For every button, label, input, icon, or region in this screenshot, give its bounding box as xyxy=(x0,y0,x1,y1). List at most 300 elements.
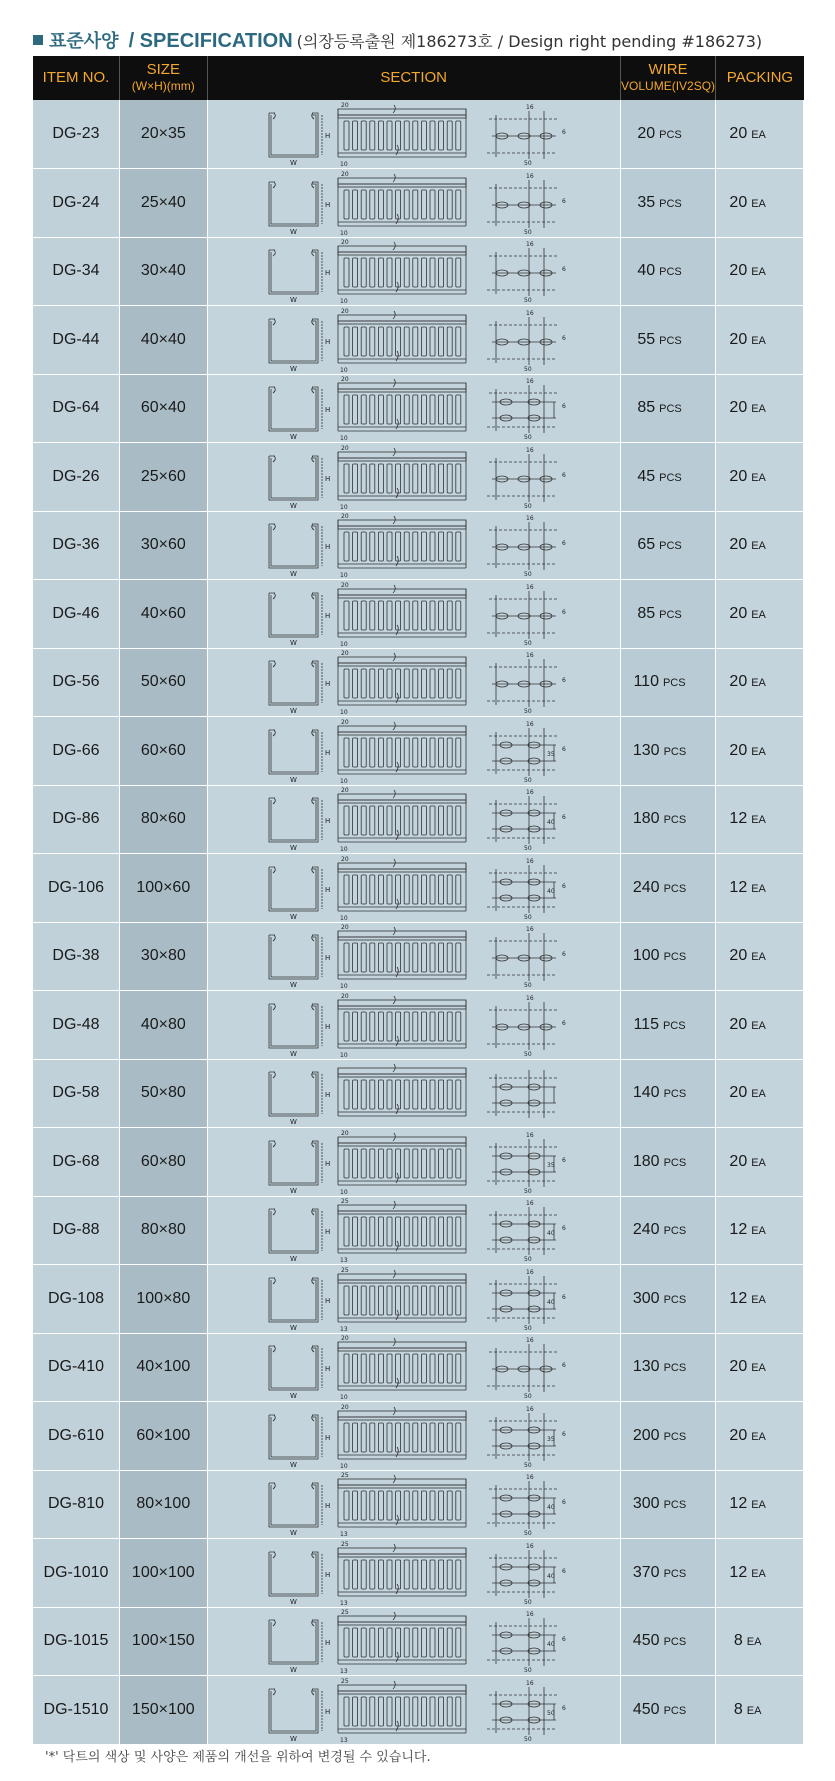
wire-value: 240 xyxy=(632,1221,660,1239)
size-value: 25×40 xyxy=(140,193,186,211)
section-diagram xyxy=(244,238,584,304)
cross-section-drawing xyxy=(269,1278,330,1332)
packing-cell xyxy=(716,1470,804,1539)
bottom-dimension: 10 xyxy=(339,1462,348,1469)
table-row xyxy=(33,1470,804,1539)
slot-side-dimension: 6 xyxy=(561,129,566,136)
slot-top-dimension: 16 xyxy=(525,1268,534,1276)
wire-volume-cell xyxy=(620,100,716,169)
slot-pattern-drawing xyxy=(487,1406,566,1469)
slot-pattern-drawing xyxy=(487,1070,559,1118)
item-number-cell xyxy=(33,511,119,580)
table-row xyxy=(33,991,804,1060)
hole-pitch-dimension: 40 xyxy=(546,819,555,827)
item-number: DG-610 xyxy=(47,1426,104,1444)
side-elevation-drawing xyxy=(338,171,466,236)
section-diagram xyxy=(244,581,584,647)
width-label: W xyxy=(289,1392,297,1401)
slot-side-dimension: 6 xyxy=(561,1362,566,1370)
packing-cell xyxy=(716,1265,804,1334)
section-cell xyxy=(207,1402,620,1471)
cross-section-drawing xyxy=(269,1141,330,1195)
wire-volume-cell xyxy=(620,785,716,854)
packing-cell xyxy=(716,1607,804,1676)
top-dimension: 20 xyxy=(340,170,349,178)
bottom-dimension: 10 xyxy=(339,161,348,167)
wire-unit: PCS xyxy=(663,1636,687,1649)
bottom-dimension: 10 xyxy=(339,914,348,921)
slot-top-dimension: 16 xyxy=(525,994,534,1002)
packing-unit: EA xyxy=(751,1499,766,1512)
top-dimension: 20 xyxy=(340,1335,349,1343)
slot-side-dimension: 6 xyxy=(561,608,566,616)
slot-side-dimension: 6 xyxy=(561,951,566,959)
wire-unit: PCS xyxy=(659,471,682,484)
cross-section-drawing xyxy=(269,182,330,236)
section-diagram xyxy=(244,718,584,784)
section-diagram xyxy=(244,1540,584,1606)
header-section: SECTION xyxy=(207,56,620,100)
top-dimension: 20 xyxy=(340,855,349,863)
item-number-cell xyxy=(33,1196,119,1265)
cross-section-drawing xyxy=(269,524,330,578)
table-row xyxy=(33,169,804,238)
width-label: W xyxy=(289,844,297,853)
slot-side-dimension: 6 xyxy=(561,471,566,479)
side-elevation-drawing xyxy=(338,1678,466,1743)
wire-value: 180 xyxy=(632,810,660,828)
top-dimension: 20 xyxy=(340,650,349,658)
item-number-cell xyxy=(33,854,119,923)
packing-cell xyxy=(716,511,804,580)
height-label: H xyxy=(324,1091,330,1100)
packing-cell xyxy=(716,922,804,991)
height-label: H xyxy=(324,132,330,140)
slot-side-dimension: 6 xyxy=(561,1430,566,1438)
item-number: DG-48 xyxy=(52,1015,100,1033)
cross-section-drawing xyxy=(269,1689,330,1743)
size-cell xyxy=(119,100,207,169)
slot-side-dimension: 6 xyxy=(561,1019,566,1027)
width-label: W xyxy=(289,159,297,167)
top-dimension: 25 xyxy=(340,1266,349,1274)
size-cell xyxy=(119,785,207,854)
packing-unit: EA xyxy=(751,1156,766,1169)
packing-cell xyxy=(716,237,804,306)
section-cell xyxy=(207,580,620,649)
slot-bottom-dimension: 50 xyxy=(523,434,532,442)
packing-cell xyxy=(716,443,804,512)
size-cell xyxy=(119,991,207,1060)
slot-side-dimension: 6 xyxy=(561,745,566,753)
item-number-cell xyxy=(33,922,119,991)
cross-section-drawing xyxy=(269,730,330,784)
size-value: 80×60 xyxy=(140,810,186,828)
size-cell xyxy=(119,306,207,375)
bottom-dimension: 10 xyxy=(339,503,348,510)
item-number: DG-24 xyxy=(52,193,100,211)
hole-pitch-dimension: 50 xyxy=(546,1709,555,1717)
size-value: 50×60 xyxy=(140,673,186,691)
height-label: H xyxy=(324,1639,330,1648)
packing-cell xyxy=(716,580,804,649)
item-number-cell xyxy=(33,1128,119,1197)
cross-section-drawing xyxy=(269,798,330,852)
size-value: 80×100 xyxy=(136,1495,191,1513)
bottom-dimension: 10 xyxy=(339,777,348,784)
section-cell xyxy=(207,1607,620,1676)
table-row xyxy=(33,580,804,649)
section-diagram xyxy=(244,992,584,1058)
slot-top-dimension: 16 xyxy=(525,104,534,111)
slot-top-dimension: 16 xyxy=(525,515,534,523)
item-number: DG-23 xyxy=(52,125,100,142)
table-row xyxy=(33,1128,804,1197)
slot-pattern-drawing xyxy=(487,310,566,373)
item-number: DG-46 xyxy=(52,604,100,622)
slot-bottom-dimension: 50 xyxy=(523,1393,532,1401)
slot-pattern-drawing xyxy=(487,447,566,510)
item-number-cell xyxy=(33,1470,119,1539)
slot-top-dimension: 16 xyxy=(525,926,534,934)
table-row xyxy=(33,717,804,786)
item-number-cell xyxy=(33,306,119,375)
slot-top-dimension: 16 xyxy=(525,1611,534,1619)
width-label: W xyxy=(289,1323,297,1332)
size-value: 60×60 xyxy=(140,741,186,759)
height-label: H xyxy=(324,748,330,757)
packing-value: 20 xyxy=(729,947,748,965)
section-cell xyxy=(207,1128,620,1197)
slot-bottom-dimension: 50 xyxy=(523,1050,532,1058)
side-elevation-drawing xyxy=(338,650,466,715)
wire-unit: PCS xyxy=(663,1156,687,1169)
packing-cell xyxy=(716,991,804,1060)
bottom-dimension: 13 xyxy=(339,1325,348,1332)
section-diagram xyxy=(244,444,584,510)
slot-pattern-drawing xyxy=(487,926,566,989)
section-diagram xyxy=(244,1677,584,1743)
section-cell xyxy=(207,169,620,238)
item-number-cell xyxy=(33,991,119,1060)
packing-value: 20 xyxy=(729,1015,748,1033)
cross-section-drawing xyxy=(269,1004,330,1058)
cross-section-drawing xyxy=(269,661,330,715)
height-label: H xyxy=(324,1707,330,1716)
side-elevation-drawing xyxy=(338,1064,466,1116)
table-row xyxy=(33,785,804,854)
title-korean: 표준사양 xyxy=(49,31,119,52)
wire-value: 85 xyxy=(637,399,656,417)
packing-value: 12 xyxy=(729,1289,748,1307)
side-elevation-drawing xyxy=(338,1541,466,1606)
wire-unit: PCS xyxy=(663,1293,687,1306)
height-label: H xyxy=(324,1502,330,1511)
top-dimension: 20 xyxy=(340,924,349,932)
title-patent-note: (의장등록출원 제186273호 / Design right pending #186273) xyxy=(296,32,763,51)
side-elevation-drawing xyxy=(338,445,466,510)
item-number: DG-106 xyxy=(47,878,104,896)
side-elevation-drawing xyxy=(338,924,466,989)
size-value: 30×80 xyxy=(140,947,186,965)
packing-cell xyxy=(716,169,804,238)
cross-section-drawing xyxy=(269,1072,330,1126)
wire-value: 370 xyxy=(632,1563,660,1581)
slot-pattern-drawing xyxy=(487,104,566,167)
size-cell xyxy=(119,1265,207,1334)
side-elevation-drawing xyxy=(338,787,466,852)
side-elevation-drawing xyxy=(338,376,466,441)
table-row xyxy=(33,443,804,512)
width-label: W xyxy=(289,501,297,510)
section-cell xyxy=(207,922,620,991)
item-number: DG-26 xyxy=(52,467,100,485)
cross-section-drawing xyxy=(269,1346,330,1400)
table-row xyxy=(33,1607,804,1676)
section-cell xyxy=(207,854,620,923)
slot-bottom-dimension: 50 xyxy=(523,1735,532,1743)
packing-unit: EA xyxy=(751,540,766,553)
slot-bottom-dimension: 50 xyxy=(523,982,532,990)
item-number-cell xyxy=(33,1607,119,1676)
item-number: DG-56 xyxy=(52,673,100,691)
size-value: 40×100 xyxy=(136,1358,191,1376)
slot-bottom-dimension: 50 xyxy=(523,639,532,647)
slot-side-dimension: 6 xyxy=(561,1636,566,1644)
slot-top-dimension: 16 xyxy=(525,241,534,249)
packing-cell xyxy=(716,1402,804,1471)
side-elevation-drawing xyxy=(338,308,466,373)
slot-side-dimension: 6 xyxy=(561,334,566,342)
side-elevation-drawing xyxy=(338,1404,466,1469)
slot-bottom-dimension: 50 xyxy=(523,365,532,373)
hole-pitch-dimension: 40 xyxy=(546,1298,555,1306)
slot-bottom-dimension: 50 xyxy=(523,1667,532,1675)
packing-unit: EA xyxy=(751,951,766,964)
side-elevation-drawing xyxy=(338,102,466,167)
size-cell xyxy=(119,1402,207,1471)
wire-value: 300 xyxy=(632,1289,660,1307)
wire-unit: PCS xyxy=(659,608,682,621)
slot-bottom-dimension: 50 xyxy=(523,1187,532,1195)
wire-value: 130 xyxy=(632,1358,660,1376)
top-dimension: 25 xyxy=(340,1677,349,1685)
side-elevation-drawing xyxy=(338,993,466,1058)
wire-unit: PCS xyxy=(663,1088,687,1101)
item-number-cell xyxy=(33,1059,119,1128)
height-label: H xyxy=(324,611,330,620)
height-label: H xyxy=(324,1022,330,1031)
slot-pattern-drawing xyxy=(487,378,566,441)
slot-pattern-drawing xyxy=(487,1200,566,1263)
slot-top-dimension: 16 xyxy=(525,1131,534,1139)
table-row xyxy=(33,511,804,580)
bottom-dimension: 10 xyxy=(339,366,348,373)
bottom-dimension: 10 xyxy=(339,983,348,990)
wire-volume-cell xyxy=(620,1265,716,1334)
item-number: DG-88 xyxy=(52,1221,100,1239)
header-size: SIZE (W×H)(mm) xyxy=(119,56,207,100)
packing-value: 12 xyxy=(729,878,748,896)
section-cell xyxy=(207,374,620,443)
slot-bottom-dimension: 50 xyxy=(523,160,532,167)
slot-bottom-dimension: 50 xyxy=(523,845,532,853)
width-label: W xyxy=(289,1529,297,1538)
width-label: W xyxy=(289,638,297,647)
size-value: 100×80 xyxy=(136,1289,191,1307)
top-dimension: 25 xyxy=(340,1198,349,1206)
side-elevation-drawing xyxy=(338,1130,466,1195)
size-value: 60×40 xyxy=(140,399,186,417)
section-cell xyxy=(207,443,620,512)
height-label: H xyxy=(324,1159,330,1168)
height-label: H xyxy=(324,1296,330,1305)
item-number-cell xyxy=(33,1402,119,1471)
side-elevation-drawing xyxy=(338,513,466,578)
top-dimension: 20 xyxy=(340,1403,349,1411)
wire-volume-cell xyxy=(620,1470,716,1539)
top-dimension: 20 xyxy=(340,718,349,726)
table-row xyxy=(33,237,804,306)
packing-value: 20 xyxy=(729,467,748,485)
table-row xyxy=(33,1196,804,1265)
slot-top-dimension: 16 xyxy=(525,652,534,660)
wire-value: 20 xyxy=(637,125,656,142)
size-value: 50×80 xyxy=(140,1084,186,1102)
slot-top-dimension: 16 xyxy=(525,378,534,386)
height-label: H xyxy=(324,885,330,894)
width-label: W xyxy=(289,1255,297,1264)
packing-cell xyxy=(716,854,804,923)
packing-unit: EA xyxy=(751,814,766,827)
size-value: 40×40 xyxy=(140,330,186,348)
slot-pattern-drawing xyxy=(487,241,566,304)
table-row xyxy=(33,100,804,169)
table-row xyxy=(33,1402,804,1471)
item-number-cell xyxy=(33,1676,119,1745)
wire-unit: PCS xyxy=(659,334,682,347)
packing-cell xyxy=(716,785,804,854)
packing-unit: EA xyxy=(751,471,766,484)
width-label: W xyxy=(289,1186,297,1195)
wire-unit: PCS xyxy=(663,814,687,827)
width-label: W xyxy=(289,707,297,716)
top-dimension: 25 xyxy=(340,1609,349,1617)
wire-volume-cell xyxy=(620,648,716,717)
wire-volume-cell xyxy=(620,991,716,1060)
slot-bottom-dimension: 50 xyxy=(523,776,532,784)
packing-value: 12 xyxy=(729,1563,748,1581)
slot-top-dimension: 16 xyxy=(525,1337,534,1345)
slot-pattern-drawing xyxy=(487,858,566,921)
top-dimension: 20 xyxy=(340,102,349,109)
section-cell xyxy=(207,1265,620,1334)
packing-value: 20 xyxy=(729,125,748,142)
size-cell xyxy=(119,374,207,443)
section-cell xyxy=(207,1333,620,1402)
section-diagram xyxy=(244,1197,584,1263)
item-number-cell xyxy=(33,374,119,443)
slot-side-dimension: 6 xyxy=(561,1704,566,1712)
height-label: H xyxy=(324,337,330,346)
wire-volume-cell xyxy=(620,1676,716,1745)
item-number: DG-44 xyxy=(52,330,100,348)
size-cell xyxy=(119,169,207,238)
section-diagram xyxy=(244,1266,584,1332)
wire-unit: PCS xyxy=(663,1362,687,1375)
width-label: W xyxy=(289,227,297,236)
section-cell xyxy=(207,1059,620,1128)
size-value: 40×60 xyxy=(140,604,186,622)
slot-pattern-drawing xyxy=(487,584,566,647)
size-value: 25×60 xyxy=(140,467,186,485)
slot-bottom-dimension: 50 xyxy=(523,1598,532,1606)
size-cell xyxy=(119,648,207,717)
packing-cell xyxy=(716,1676,804,1745)
size-value: 100×150 xyxy=(131,1632,195,1650)
top-dimension: 25 xyxy=(340,1472,349,1480)
size-value: 100×60 xyxy=(136,878,191,896)
slot-side-dimension: 6 xyxy=(561,814,566,822)
packing-value: 8 xyxy=(733,1632,743,1650)
item-number-cell xyxy=(33,717,119,786)
packing-unit: EA xyxy=(751,197,766,210)
packing-cell xyxy=(716,374,804,443)
slot-pattern-drawing xyxy=(487,1543,566,1606)
section-cell xyxy=(207,511,620,580)
slot-side-dimension: 6 xyxy=(561,403,566,411)
slot-pattern-drawing xyxy=(487,1132,566,1195)
size-cell xyxy=(119,1196,207,1265)
section-cell xyxy=(207,785,620,854)
size-cell xyxy=(119,443,207,512)
section-cell xyxy=(207,717,620,786)
slot-side-dimension: 6 xyxy=(561,1293,566,1301)
hole-pitch-dimension: 40 xyxy=(546,1641,555,1649)
height-label: H xyxy=(324,817,330,826)
table-row xyxy=(33,922,804,991)
section-diagram xyxy=(244,170,584,236)
width-label: W xyxy=(289,1118,297,1127)
size-value: 60×80 xyxy=(140,1152,186,1170)
cross-section-drawing xyxy=(269,1209,330,1263)
size-value: 40×80 xyxy=(140,1015,186,1033)
wire-unit: PCS xyxy=(662,1019,686,1032)
table-row xyxy=(33,854,804,923)
slot-bottom-dimension: 50 xyxy=(523,502,532,510)
size-cell xyxy=(119,580,207,649)
packing-value: 12 xyxy=(729,810,748,828)
size-cell xyxy=(119,1128,207,1197)
item-number: DG-66 xyxy=(52,741,100,759)
hole-pitch-dimension: 40 xyxy=(546,1572,555,1580)
size-value: 30×60 xyxy=(140,536,186,554)
wire-volume-cell xyxy=(620,717,716,786)
bottom-dimension: 10 xyxy=(339,298,348,305)
packing-value: 20 xyxy=(729,1152,748,1170)
width-label: W xyxy=(289,433,297,442)
packing-value: 20 xyxy=(729,399,748,417)
wire-value: 85 xyxy=(637,604,656,622)
table-row xyxy=(33,1539,804,1608)
packing-value: 20 xyxy=(729,193,748,211)
slot-side-dimension: 6 xyxy=(561,1499,566,1507)
size-value: 80×80 xyxy=(140,1221,186,1239)
slot-pattern-drawing xyxy=(487,515,566,578)
slot-side-dimension: 6 xyxy=(561,197,566,205)
height-label: H xyxy=(324,543,330,552)
side-elevation-drawing xyxy=(338,1267,466,1332)
